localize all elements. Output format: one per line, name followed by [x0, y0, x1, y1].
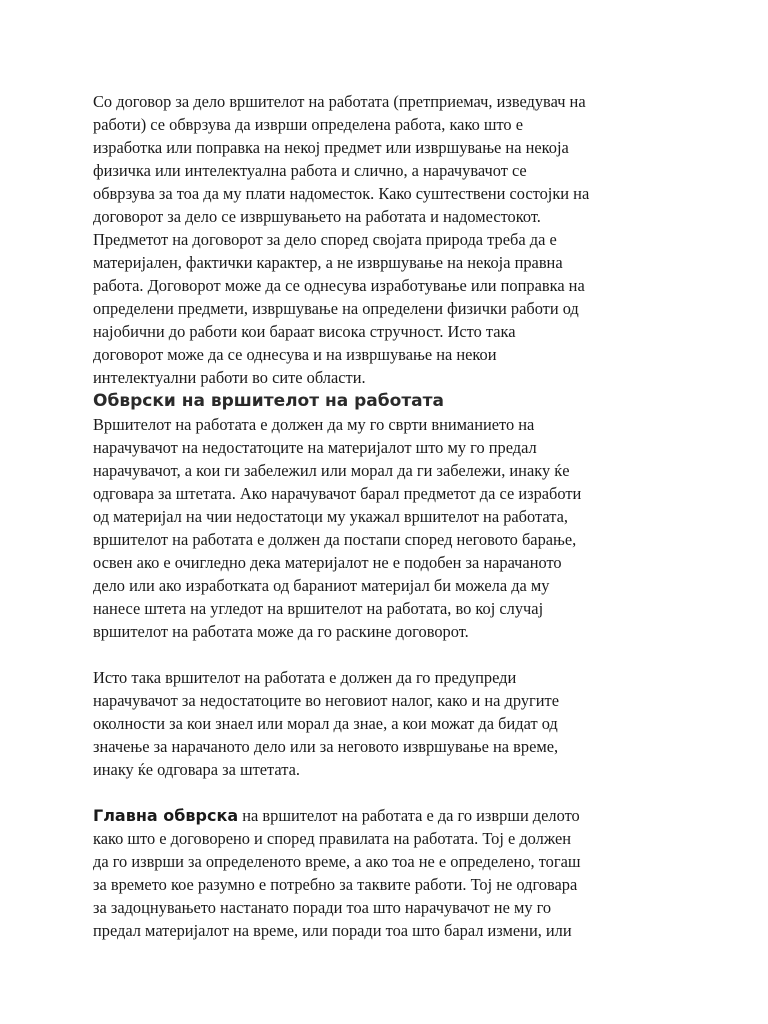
- inline-heading-main-obligation: Главна обврска: [93, 806, 239, 825]
- paragraph-warning-duty: Исто така вршителот на работата е должен да го предупреди нарачувачот за недостатоците во неговиот налог, како и на другите околности за кои знаел или морал да знае, а кои можат да бидат од значење за нарачаното дело или за неговото извршување на време, инаку ќе одговара за штетата.: [93, 668, 559, 779]
- paragraph-spacer: [93, 643, 678, 666]
- document-body: [93, 90, 678, 942]
- paragraph-main-obligation-text: на вршителот на работата е да го изврши делото како што е договорено и според правилата на работата. Тој е должен да го изврши за определеното време, а ако тоа не е определено, тогаш за времето кое разумно е потребно за таквите работи. Тој не одговара за задоцнувањето настанато поради тоа што нарачувачот не му го предал материјалот на време, или поради тоа што барал измени, или: [93, 806, 581, 940]
- paragraph-contract-definition: Со договор за дело вршителот на работата (претприемач, изведувач на работи) се обврзува да изврши определена работа, како што е изработка или поправка на некој предмет или извршување на некоја физичка или интелектуална работа и слично, а нарачувачот се обврзува за тоа да му плати надоместок. Како суштествени состојки на договорот за дело се извршувањето на работата и надоместокот. Предметот на договорот за дело според својата природа треба да е материјален, фактички карактер, а не извршување на некоја правна работа. Договорот може да се однесува изработување или поправка на определени предмети, извршување на определени физички работи од најобични до работи кои бараат висока стручност. Исто така договорот може да се однесува и на извршување на некои интелектуални работи во сите области.: [93, 92, 590, 387]
- section-heading-obligations: Обврски на вршителот на работата: [93, 391, 444, 411]
- paragraph-spacer: [93, 781, 678, 804]
- paragraph-main-obligation: [93, 804, 678, 942]
- paragraph-material-defects: Вршителот на работата е должен да му го сврти вниманието на нарачувачот на недостатоците на материјалот што му го предал нарачувачот, а кои ги забележил или морал да ги забележи, инаку ќе одговара за штетата. Ако нарачувачот барал предметот да се изработи од материјал на чии недостатоци му укажал вршителот на работата, вршителот на работата е должен да постапи според неговото барање, освен ако е очигледно дека материјалот не е подобен за нарачаното дело или ако изработката од бараниот материјал би можела да му нанесе штета на угледот на вршителот на работата, во кој случај вршителот на работата може да го раскине договорот.: [93, 415, 582, 641]
